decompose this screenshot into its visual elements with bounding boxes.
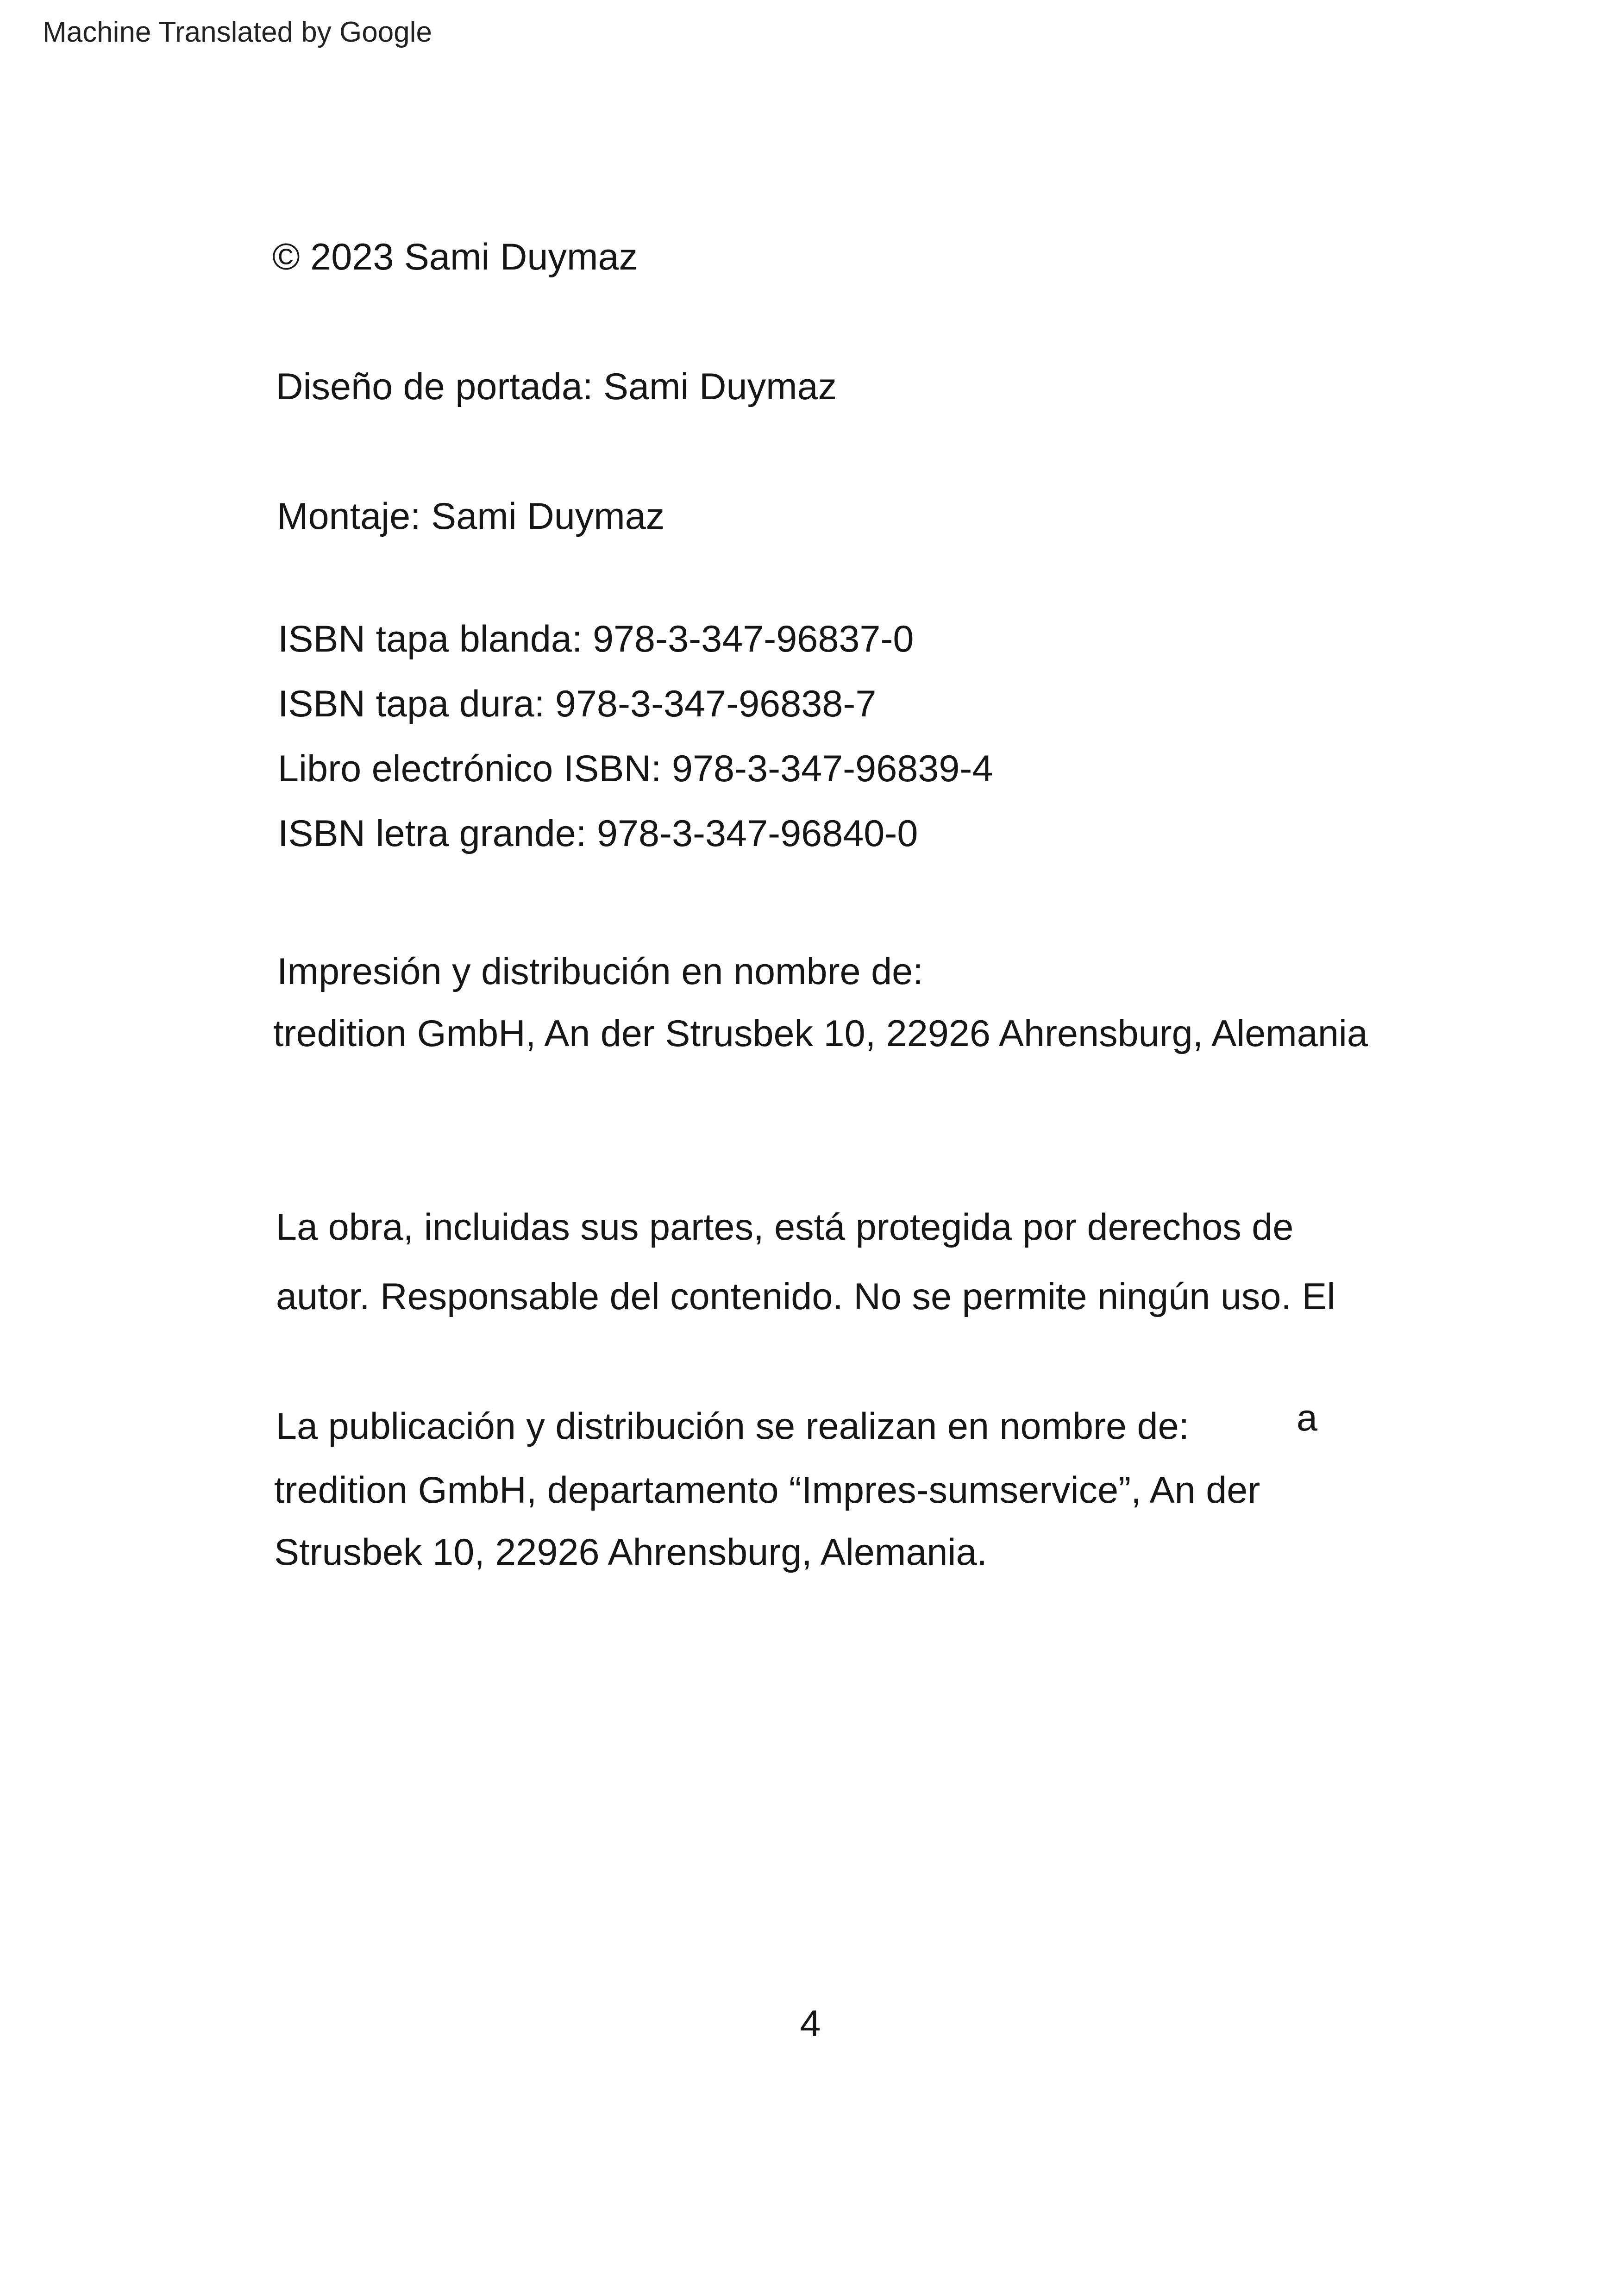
cover-design-credit: Diseño de portada: Sami Duymaz xyxy=(276,366,837,408)
rights-line-2: autor. Responsable del contenido. No se permite ningún uso. El xyxy=(276,1276,1335,1317)
printing-line-1: Impresión y distribución en nombre de: xyxy=(277,951,923,992)
publication-line-2: tredition GmbH, departamento “Impres-sumservice”, An der xyxy=(274,1469,1260,1511)
page-number: 4 xyxy=(800,2003,821,2045)
publication-line-1: La publicación y distribución se realizan en nombre de: xyxy=(276,1405,1190,1447)
assembly-credit: Montaje: Sami Duymaz xyxy=(277,496,665,537)
copyright-line: © 2023 Sami Duymaz xyxy=(272,236,638,278)
machine-translation-banner: Machine Translated by Google xyxy=(43,16,432,48)
isbn-softcover: ISBN tapa blanda: 978-3-347-96837-0 xyxy=(278,618,914,660)
publication-stray-letter: a xyxy=(1297,1397,1318,1439)
isbn-large-print: ISBN letra grande: 978-3-347-96840-0 xyxy=(278,813,918,854)
publication-line-3: Strusbek 10, 22926 Ahrensburg, Alemania. xyxy=(274,1531,988,1573)
isbn-ebook: Libro electrónico ISBN: 978-3-347-96839-4 xyxy=(278,748,993,790)
printing-line-2: tredition GmbH, An der Strusbek 10, 22926 Ahrensburg, Alemania xyxy=(273,1013,1368,1054)
rights-line-1: La obra, incluidas sus partes, está protegida por derechos de xyxy=(276,1206,1294,1248)
isbn-hardcover: ISBN tapa dura: 978-3-347-96838-7 xyxy=(278,683,877,725)
